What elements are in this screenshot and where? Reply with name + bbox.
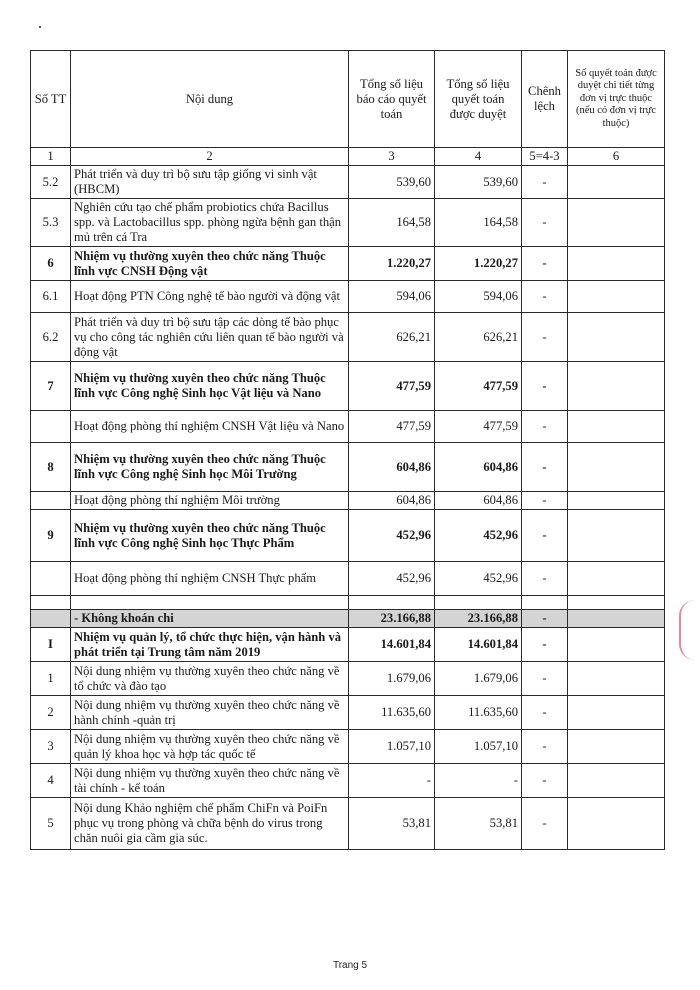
difference-value: -: [522, 199, 568, 247]
reported-amount: 477,59: [349, 411, 435, 443]
reported-amount: 604,86: [349, 492, 435, 510]
row-number: [31, 411, 71, 443]
scan-speck: [39, 26, 41, 28]
row-number: 6.2: [31, 313, 71, 362]
reported-amount: 1.220,27: [349, 247, 435, 281]
difference-value: -: [522, 798, 568, 850]
row-number: 6.1: [31, 281, 71, 313]
reported-amount: 594,06: [349, 281, 435, 313]
reported-amount: 452,96: [349, 562, 435, 596]
difference-value: -: [522, 628, 568, 662]
table-row: [31, 362, 665, 411]
row-content: Nhiệm vụ quản lý, tổ chức thực hiện, vận hành và phát triển tại Trung tâm năm 2019: [71, 628, 349, 662]
difference-value: -: [522, 281, 568, 313]
unit-detail-value: [568, 662, 665, 696]
settlement-table: [30, 50, 665, 850]
reported-amount: 477,59: [349, 362, 435, 411]
page-number: Trang 5: [332, 960, 368, 971]
reported-amount: 452,96: [349, 510, 435, 562]
row-number: [31, 562, 71, 596]
table-body: [31, 166, 665, 850]
row-number: 5: [31, 798, 71, 850]
row-content: Hoạt động phòng thí nghiệm CNSH Vật liệu và Nano: [71, 411, 349, 443]
reported-amount: 14.601,84: [349, 628, 435, 662]
difference-value: -: [522, 411, 568, 443]
approved-amount: 452,96: [435, 562, 522, 596]
reported-amount: 1.679,06: [349, 662, 435, 696]
table-row: [31, 798, 665, 850]
unit-detail-value: [568, 798, 665, 850]
row-number: 4: [31, 764, 71, 798]
unit-detail-value: [568, 628, 665, 662]
seal-edge-mark: [679, 600, 695, 660]
column-number: 3: [349, 148, 435, 166]
row-content: Nội dung Khảo nghiệm chế phẩm ChiFn và PoiFn phục vụ trong phòng và chữa bệnh do virus trong chăn nuôi gia cầm gia súc.: [71, 798, 349, 850]
difference-value: -: [522, 662, 568, 696]
approved-amount: 477,59: [435, 362, 522, 411]
reported-amount: 604,86: [349, 443, 435, 492]
reported-amount: -: [349, 764, 435, 798]
column-number: 1: [31, 148, 71, 166]
row-number: 5.3: [31, 199, 71, 247]
row-number: [31, 610, 71, 628]
difference-value: -: [522, 730, 568, 764]
row-content: Nhiệm vụ thường xuyên theo chức năng Thuộc lĩnh vực Công nghệ Sinh học Vật liệu và Nano: [71, 362, 349, 411]
unit-detail-value: [568, 443, 665, 492]
header-difference: Chênh lệch: [522, 51, 568, 148]
unit-detail-value: [568, 510, 665, 562]
column-number-row: [31, 148, 665, 166]
table-row: [31, 313, 665, 362]
table-row: [31, 166, 665, 199]
difference-value: -: [522, 362, 568, 411]
table-row: [31, 596, 665, 610]
row-number: [31, 596, 71, 610]
unit-detail-value: [568, 313, 665, 362]
difference-value: [522, 596, 568, 610]
approved-amount: 14.601,84: [435, 628, 522, 662]
row-content: Nội dung nhiệm vụ thường xuyên theo chức năng về tổ chức và đào tạo: [71, 662, 349, 696]
unit-detail-value: [568, 199, 665, 247]
row-content: Nhiệm vụ thường xuyên theo chức năng Thuộc lĩnh vực Công nghệ Sinh học Thực Phẩm: [71, 510, 349, 562]
approved-amount: 23.166,88: [435, 610, 522, 628]
reported-amount: 626,21: [349, 313, 435, 362]
reported-amount: 1.057,10: [349, 730, 435, 764]
approved-amount: 11.635,60: [435, 696, 522, 730]
unit-detail-value: [568, 492, 665, 510]
table-row: [31, 411, 665, 443]
table-row: [31, 610, 665, 628]
unit-detail-value: [568, 562, 665, 596]
column-number: 6: [568, 148, 665, 166]
reported-amount: 53,81: [349, 798, 435, 850]
row-number: 9: [31, 510, 71, 562]
difference-value: -: [522, 492, 568, 510]
header-reported: Tổng số liệu báo cáo quyết toán: [349, 51, 435, 148]
approved-amount: 477,59: [435, 411, 522, 443]
approved-amount: 164,58: [435, 199, 522, 247]
row-content: Nội dung nhiệm vụ thường xuyên theo chức năng về quản lý khoa học và hợp tác quốc tế: [71, 730, 349, 764]
header-approved: Tổng số liệu quyết toán được duyệt: [435, 51, 522, 148]
reported-amount: [349, 596, 435, 610]
difference-value: -: [522, 313, 568, 362]
table-row: [31, 562, 665, 596]
unit-detail-value: [568, 610, 665, 628]
row-number: 8: [31, 443, 71, 492]
difference-value: -: [522, 696, 568, 730]
header-unit-detail: Số quyết toán được duyệt chi tiết từng đơn vị trực thuộc (nếu có đơn vị trực thuộc): [568, 51, 665, 148]
unit-detail-value: [568, 730, 665, 764]
reported-amount: 23.166,88: [349, 610, 435, 628]
row-content: Phát triển và duy trì bộ sưu tập các dòng tế bào phục vụ cho công tác nghiên cứu liên quan tế bào người và động vật: [71, 313, 349, 362]
row-number: 7: [31, 362, 71, 411]
table-row: [31, 443, 665, 492]
approved-amount: 53,81: [435, 798, 522, 850]
approved-amount: 1.679,06: [435, 662, 522, 696]
unit-detail-value: [568, 166, 665, 199]
approved-amount: 452,96: [435, 510, 522, 562]
reported-amount: 539,60: [349, 166, 435, 199]
row-content: Hoạt động phòng thí nghiệm Môi trường: [71, 492, 349, 510]
difference-value: -: [522, 764, 568, 798]
row-content: [71, 596, 349, 610]
approved-amount: -: [435, 764, 522, 798]
table-row: [31, 696, 665, 730]
row-content: Hoạt động phòng thí nghiệm CNSH Thực phẩm: [71, 562, 349, 596]
unit-detail-value: [568, 411, 665, 443]
difference-value: -: [522, 247, 568, 281]
unit-detail-value: [568, 362, 665, 411]
row-number: 6: [31, 247, 71, 281]
table-row: [31, 730, 665, 764]
difference-value: -: [522, 443, 568, 492]
row-number: I: [31, 628, 71, 662]
header-tt: Số TT: [31, 51, 71, 148]
reported-amount: 164,58: [349, 199, 435, 247]
approved-amount: 604,86: [435, 492, 522, 510]
row-content: Nội dung nhiệm vụ thường xuyên theo chức năng về tài chính - kế toán: [71, 764, 349, 798]
row-content: Phát triển và duy trì bộ sưu tập giống vi sinh vật (HBCM): [71, 166, 349, 199]
table-row: [31, 199, 665, 247]
unit-detail-value: [568, 247, 665, 281]
row-content: Nhiệm vụ thường xuyên theo chức năng Thuộc lĩnh vực Công nghệ Sinh học Môi Trường: [71, 443, 349, 492]
approved-amount: 1.220,27: [435, 247, 522, 281]
approved-amount: 539,60: [435, 166, 522, 199]
row-content: - Không khoán chi: [71, 610, 349, 628]
column-number: 5=4-3: [522, 148, 568, 166]
row-content: Hoạt động PTN Công nghệ tế bào người và động vật: [71, 281, 349, 313]
approved-amount: 594,06: [435, 281, 522, 313]
difference-value: -: [522, 166, 568, 199]
unit-detail-value: [568, 596, 665, 610]
row-number: [31, 492, 71, 510]
approved-amount: 604,86: [435, 443, 522, 492]
unit-detail-value: [568, 696, 665, 730]
unit-detail-value: [568, 764, 665, 798]
difference-value: -: [522, 562, 568, 596]
row-content: Nhiệm vụ thường xuyên theo chức năng Thuộc lĩnh vực CNSH Động vật: [71, 247, 349, 281]
row-number: 2: [31, 696, 71, 730]
table-row: [31, 510, 665, 562]
table-row: [31, 764, 665, 798]
row-content: Nghiên cứu tạo chế phẩm probiotics chứa Bacillus spp. và Lactobacillus spp. phòng ngừa bệnh gan thận mủ trên cá Tra: [71, 199, 349, 247]
table-row: [31, 281, 665, 313]
header-content: Nội dung: [71, 51, 349, 148]
row-content: Nội dung nhiệm vụ thường xuyên theo chức năng về hành chính -quản trị: [71, 696, 349, 730]
difference-value: -: [522, 610, 568, 628]
approved-amount: 626,21: [435, 313, 522, 362]
difference-value: -: [522, 510, 568, 562]
table-row: [31, 662, 665, 696]
approved-amount: 1.057,10: [435, 730, 522, 764]
approved-amount: [435, 596, 522, 610]
row-number: 3: [31, 730, 71, 764]
reported-amount: 11.635,60: [349, 696, 435, 730]
unit-detail-value: [568, 281, 665, 313]
table-row: [31, 247, 665, 281]
table-row: [31, 628, 665, 662]
table-row: [31, 492, 665, 510]
row-number: 5.2: [31, 166, 71, 199]
column-number: 4: [435, 148, 522, 166]
header-row: [31, 51, 665, 148]
column-number: 2: [71, 148, 349, 166]
row-number: 1: [31, 662, 71, 696]
